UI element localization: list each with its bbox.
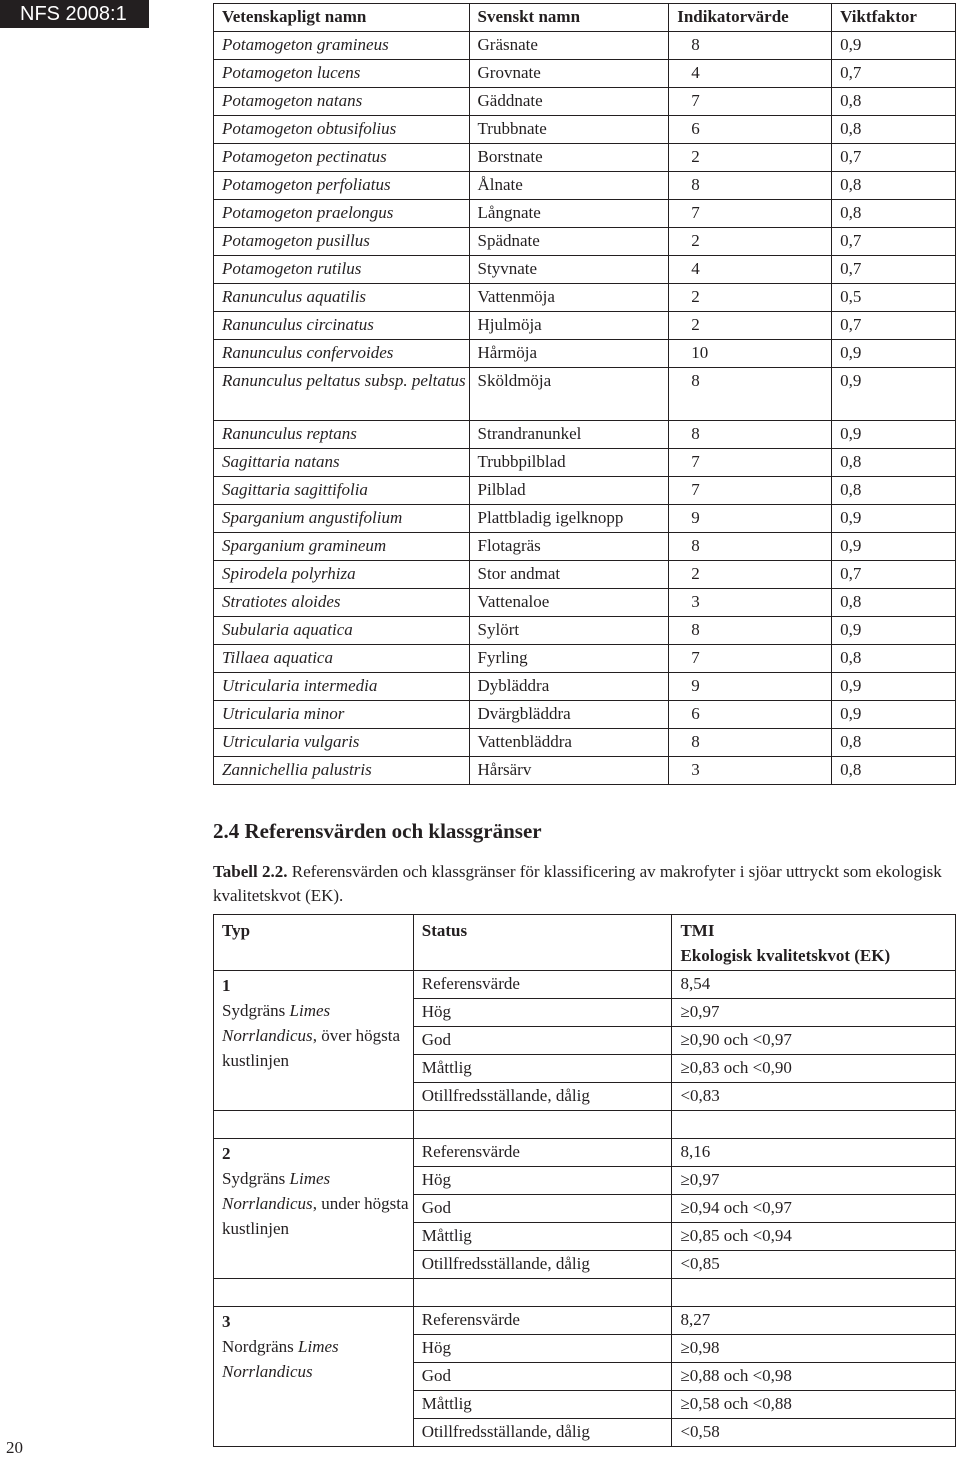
section-heading: 2.4 Referensvärden och klassgränser: [213, 819, 542, 843]
swedish-name-cell: Hjulmöja: [469, 312, 669, 340]
weight-factor-cell: 0,7: [832, 312, 956, 340]
indicator-value-cell: 8: [669, 729, 832, 757]
weight-factor-cell: 0,9: [832, 617, 956, 645]
indicator-value-cell: 3: [669, 757, 832, 785]
ek-value-cell: ≥0,83 och <0,90: [672, 1055, 956, 1083]
table-row: [214, 1307, 956, 1335]
species-table-header-row: [214, 4, 956, 32]
status-cell: Måttlig: [413, 1223, 672, 1251]
swedish-name-cell: Styvnate: [469, 256, 669, 284]
table-row: [214, 505, 956, 533]
spacer-cell: [672, 1111, 956, 1139]
type-desc-italic: Limes Norrlandicus: [222, 1001, 331, 1045]
ek-value-cell: 8,27: [672, 1307, 956, 1335]
weight-factor-cell: 0,9: [832, 32, 956, 60]
type-desc-suffix: , under högsta kustlinjen: [222, 1194, 409, 1238]
table-row: [214, 312, 956, 340]
weight-factor-cell: 0,8: [832, 449, 956, 477]
table-row: [214, 617, 956, 645]
weight-factor-cell: 0,9: [832, 701, 956, 729]
swedish-name-cell: Dvärgbläddra: [469, 701, 669, 729]
status-cell: Hög: [413, 1335, 672, 1363]
status-cell: God: [413, 1363, 672, 1391]
swedish-name-cell: Strandranunkel: [469, 421, 669, 449]
type-description: [222, 1169, 409, 1238]
table-row: [214, 701, 956, 729]
weight-factor-cell: 0,9: [832, 421, 956, 449]
table-row: [214, 368, 956, 421]
weight-factor-cell: 0,8: [832, 729, 956, 757]
table-row: [214, 449, 956, 477]
table-row: [214, 144, 956, 172]
ek-value-cell: ≥0,94 och <0,97: [672, 1195, 956, 1223]
weight-factor-cell: 0,8: [832, 757, 956, 785]
swedish-name-cell: Pilblad: [469, 477, 669, 505]
weight-factor-cell: 0,8: [832, 116, 956, 144]
swedish-name-cell: Vattenbläddra: [469, 729, 669, 757]
status-cell: Referensvärde: [413, 971, 672, 999]
group-spacer: [214, 1279, 956, 1307]
scientific-name-cell: Potamogeton perfoliatus: [214, 172, 470, 200]
type-number: 2: [222, 1144, 231, 1163]
indicator-value-cell: 7: [669, 477, 832, 505]
table-row: [214, 561, 956, 589]
status-cell: Referensvärde: [413, 1307, 672, 1335]
indicator-value-cell: 4: [669, 60, 832, 88]
swedish-name-cell: Gräsnate: [469, 32, 669, 60]
type-desc-prefix: Sydgräns: [222, 1001, 290, 1020]
indicator-value-cell: 8: [669, 617, 832, 645]
swedish-name-cell: Långnate: [469, 200, 669, 228]
indicator-value-cell: 2: [669, 228, 832, 256]
scientific-name-cell: Potamogeton obtusifolius: [214, 116, 470, 144]
table-row: [214, 284, 956, 312]
table-row: [214, 340, 956, 368]
scientific-name-cell: Zannichellia palustris: [214, 757, 470, 785]
status-cell: Måttlig: [413, 1391, 672, 1419]
indicator-value-cell: 9: [669, 673, 832, 701]
indicator-value-cell: 8: [669, 533, 832, 561]
swedish-name-cell: Dybläddra: [469, 673, 669, 701]
status-cell: Otillfredsställande, dålig: [413, 1419, 672, 1447]
document-header: NFS 2008:1: [0, 0, 149, 28]
table-row: [214, 116, 956, 144]
indicator-value-cell: 7: [669, 449, 832, 477]
ek-value-cell: ≥0,90 och <0,97: [672, 1027, 956, 1055]
scientific-name-cell: Potamogeton gramineus: [214, 32, 470, 60]
swedish-name-cell: Grovnate: [469, 60, 669, 88]
page-number: 20: [6, 1438, 23, 1457]
weight-factor-cell: 0,8: [832, 645, 956, 673]
scientific-name-cell: Spirodela polyrhiza: [214, 561, 470, 589]
swedish-name-cell: Vattenaloe: [469, 589, 669, 617]
scientific-name-cell: Utricularia intermedia: [214, 673, 470, 701]
table-row: [214, 200, 956, 228]
weight-factor-cell: 0,5: [832, 284, 956, 312]
indicator-value-cell: 9: [669, 505, 832, 533]
indicator-value-cell: 10: [669, 340, 832, 368]
scientific-name-cell: Stratiotes aloides: [214, 589, 470, 617]
table-row: [214, 729, 956, 757]
swedish-name-cell: Vattenmöja: [469, 284, 669, 312]
swedish-name-cell: Sköldmöja: [469, 368, 669, 421]
reference-table-header-row: [214, 915, 956, 971]
column-header-indicator-value: Indikatorvärde: [669, 4, 832, 32]
caption-label: Tabell 2.2.: [213, 862, 288, 881]
table-row: [214, 60, 956, 88]
spacer-cell: [672, 1279, 956, 1307]
swedish-name-cell: Spädnate: [469, 228, 669, 256]
ek-value-cell: ≥0,85 och <0,94: [672, 1223, 956, 1251]
reference-table: [213, 914, 956, 1447]
type-desc-prefix: Nordgräns: [222, 1337, 299, 1356]
indicator-value-cell: 2: [669, 144, 832, 172]
table-row: [214, 421, 956, 449]
weight-factor-cell: 0,7: [832, 144, 956, 172]
swedish-name-cell: Trubbnate: [469, 116, 669, 144]
scientific-name-cell: Potamogeton lucens: [214, 60, 470, 88]
swedish-name-cell: Hårsärv: [469, 757, 669, 785]
indicator-value-cell: 7: [669, 200, 832, 228]
scientific-name-cell: Potamogeton praelongus: [214, 200, 470, 228]
status-cell: Otillfredsställande, dålig: [413, 1083, 672, 1111]
weight-factor-cell: 0,7: [832, 228, 956, 256]
scientific-name-cell: Tillaea aquatica: [214, 645, 470, 673]
scientific-name-cell: Potamogeton pusillus: [214, 228, 470, 256]
swedish-name-cell: Hårmöja: [469, 340, 669, 368]
scientific-name-cell: Utricularia vulgaris: [214, 729, 470, 757]
column-header-scientific-name: Vetenskapligt namn: [214, 4, 470, 32]
table-row: [214, 1139, 956, 1167]
scientific-name-cell: Sparganium gramineum: [214, 533, 470, 561]
table-row: [214, 971, 956, 999]
spacer-cell: [214, 1111, 414, 1139]
indicator-value-cell: 6: [669, 116, 832, 144]
ek-value-cell: ≥0,97: [672, 1167, 956, 1195]
group-spacer: [214, 1111, 956, 1139]
ek-value-cell: ≥0,88 och <0,98: [672, 1363, 956, 1391]
scientific-name-cell: Ranunculus reptans: [214, 421, 470, 449]
column-header-swedish-name: Svenskt namn: [469, 4, 669, 32]
column-header-type: Typ: [214, 915, 414, 971]
type-number: 3: [222, 1312, 231, 1331]
swedish-name-cell: Borstnate: [469, 144, 669, 172]
scientific-name-cell: Sagittaria natans: [214, 449, 470, 477]
indicator-value-cell: 6: [669, 701, 832, 729]
table-row: [214, 88, 956, 116]
column-header-tmi: [672, 915, 956, 971]
table-row: [214, 228, 956, 256]
indicator-value-cell: 8: [669, 421, 832, 449]
scientific-name-cell: Sagittaria sagittifolia: [214, 477, 470, 505]
weight-factor-cell: 0,7: [832, 256, 956, 284]
scientific-name-cell: Ranunculus circinatus: [214, 312, 470, 340]
scientific-name-cell: Utricularia minor: [214, 701, 470, 729]
indicator-value-cell: 2: [669, 312, 832, 340]
ek-value-cell: 8,16: [672, 1139, 956, 1167]
weight-factor-cell: 0,7: [832, 60, 956, 88]
table-row: [214, 172, 956, 200]
type-description: [222, 1337, 339, 1381]
ek-value-cell: ≥0,97: [672, 999, 956, 1027]
type-desc-italic: Limes Norrlandicus: [222, 1337, 339, 1381]
weight-factor-cell: 0,9: [832, 533, 956, 561]
caption-text: Referensvärden och klassgränser för klassificering av makrofyter i sjöar uttryckt som ekologisk kvalitetskvot (EK).: [213, 862, 942, 905]
swedish-name-cell: Ålnate: [469, 172, 669, 200]
scientific-name-cell: Ranunculus confervoides: [214, 340, 470, 368]
indicator-value-cell: 7: [669, 645, 832, 673]
table-row: [214, 757, 956, 785]
scientific-name-cell: Potamogeton rutilus: [214, 256, 470, 284]
species-table: [213, 3, 956, 785]
scientific-name-cell: Potamogeton pectinatus: [214, 144, 470, 172]
status-cell: Måttlig: [413, 1055, 672, 1083]
swedish-name-cell: Flotagräs: [469, 533, 669, 561]
table-row: [214, 256, 956, 284]
indicator-value-cell: 8: [669, 368, 832, 421]
ek-value-cell: ≥0,58 och <0,88: [672, 1391, 956, 1419]
weight-factor-cell: 0,9: [832, 368, 956, 421]
column-header-weight-factor: Viktfaktor: [832, 4, 956, 32]
spacer-cell: [214, 1279, 414, 1307]
scientific-name-cell: Ranunculus peltatus subsp. peltatus: [214, 368, 470, 421]
indicator-value-cell: 4: [669, 256, 832, 284]
status-cell: Hög: [413, 999, 672, 1027]
table-caption: [213, 860, 958, 908]
ek-value-cell: 8,54: [672, 971, 956, 999]
type-desc-italic: Limes Norrlandicus: [222, 1169, 331, 1213]
indicator-value-cell: 8: [669, 32, 832, 60]
table-row: [214, 477, 956, 505]
scientific-name-cell: Potamogeton natans: [214, 88, 470, 116]
weight-factor-cell: 0,9: [832, 673, 956, 701]
scientific-name-cell: Subularia aquatica: [214, 617, 470, 645]
scientific-name-cell: Ranunculus aquatilis: [214, 284, 470, 312]
status-cell: God: [413, 1195, 672, 1223]
weight-factor-cell: 0,8: [832, 200, 956, 228]
tmi-sublabel: Ekologisk kvalitetskvot (EK): [680, 946, 891, 965]
table-row: [214, 589, 956, 617]
weight-factor-cell: 0,7: [832, 561, 956, 589]
column-header-status: Status: [413, 915, 672, 971]
ek-value-cell: <0,58: [672, 1419, 956, 1447]
type-number: 1: [222, 976, 231, 995]
status-cell: Otillfredsställande, dålig: [413, 1251, 672, 1279]
table-row: [214, 673, 956, 701]
table-row: [214, 32, 956, 60]
swedish-name-cell: Stor andmat: [469, 561, 669, 589]
status-cell: God: [413, 1027, 672, 1055]
weight-factor-cell: 0,8: [832, 589, 956, 617]
swedish-name-cell: Plattbladig igelknopp: [469, 505, 669, 533]
indicator-value-cell: 7: [669, 88, 832, 116]
swedish-name-cell: Gäddnate: [469, 88, 669, 116]
indicator-value-cell: 2: [669, 284, 832, 312]
table-row: [214, 645, 956, 673]
type-cell: [214, 1139, 414, 1279]
status-cell: Referensvärde: [413, 1139, 672, 1167]
type-cell: [214, 971, 414, 1111]
type-desc-suffix: , över högsta kustlinjen: [222, 1026, 401, 1070]
status-cell: Hög: [413, 1167, 672, 1195]
weight-factor-cell: 0,8: [832, 88, 956, 116]
swedish-name-cell: Sylört: [469, 617, 669, 645]
weight-factor-cell: 0,8: [832, 477, 956, 505]
weight-factor-cell: 0,9: [832, 505, 956, 533]
ek-value-cell: <0,83: [672, 1083, 956, 1111]
spacer-cell: [413, 1111, 672, 1139]
type-desc-prefix: Sydgräns: [222, 1169, 290, 1188]
tmi-label: TMI: [680, 921, 715, 940]
scientific-name-cell: Sparganium angustifolium: [214, 505, 470, 533]
indicator-value-cell: 8: [669, 172, 832, 200]
spacer-cell: [413, 1279, 672, 1307]
weight-factor-cell: 0,9: [832, 340, 956, 368]
type-description: [222, 1001, 400, 1070]
table-row: [214, 533, 956, 561]
ek-value-cell: ≥0,98: [672, 1335, 956, 1363]
swedish-name-cell: Trubbpilblad: [469, 449, 669, 477]
type-cell: [214, 1307, 414, 1447]
ek-value-cell: <0,85: [672, 1251, 956, 1279]
indicator-value-cell: 3: [669, 589, 832, 617]
weight-factor-cell: 0,8: [832, 172, 956, 200]
swedish-name-cell: Fyrling: [469, 645, 669, 673]
indicator-value-cell: 2: [669, 561, 832, 589]
